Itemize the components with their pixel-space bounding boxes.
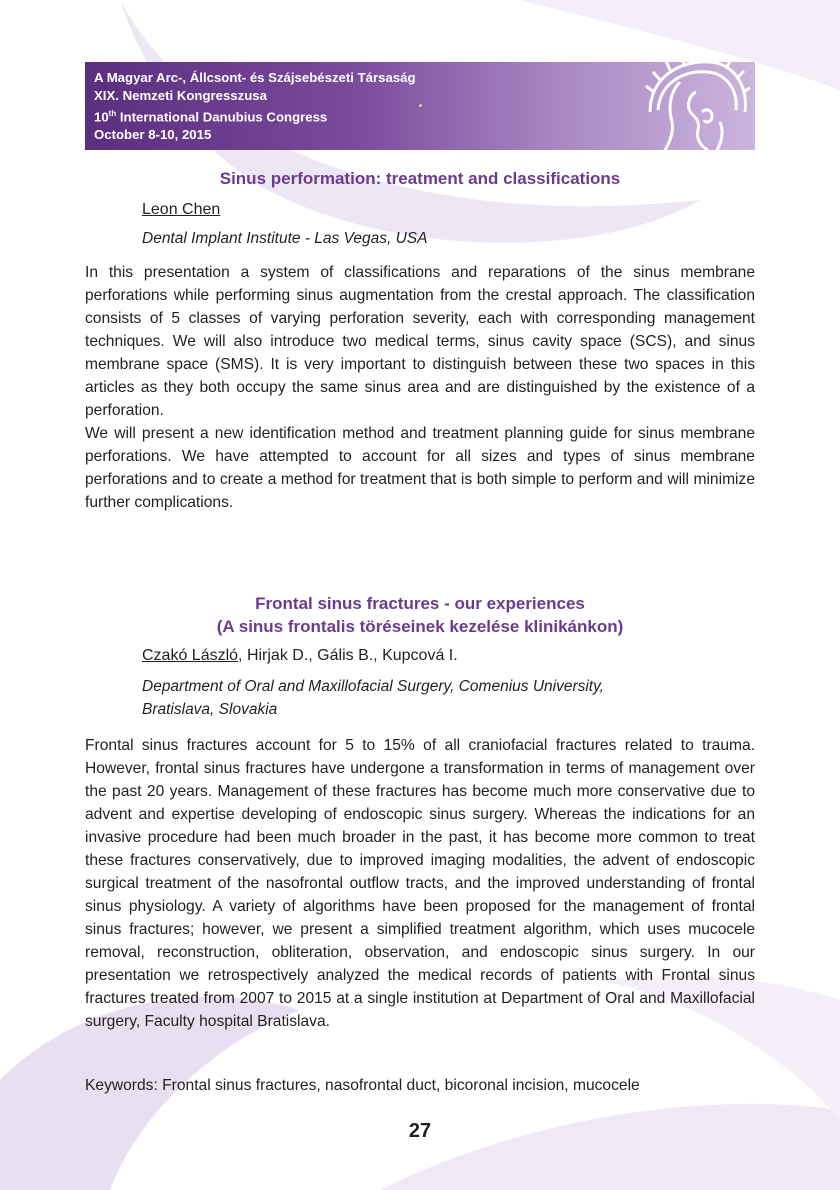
article2-keywords: Keywords: Frontal sinus fractures, nasofrontal duct, bicoronal incision, mucocele	[85, 1077, 640, 1094]
article2-title-line-2: (A sinus frontalis töréseinek kezelése klinikánkon)	[216, 617, 624, 636]
header-dot	[419, 104, 422, 107]
helmeted-head-logo-icon	[640, 52, 752, 164]
article1-title: Sinus performation: treatment and classifications	[219, 169, 621, 188]
article2-affiliation-line-2: Bratislava, Slovakia	[142, 700, 278, 718]
article2-title	[85, 592, 755, 638]
article2-paragraph: Frontal sinus fractures account for 5 to 15% of all craniofacial fractures related to trauma. However, frontal sinus fractures have undergone a transformation in terms of management over the past 20 years. Management of these fractures has become much more conservative due to advent and expertise developing of endoscopic sinus surgery. Whereas the indications for an invasive procedure had been much broader in the past, it has become more common to treat these fractures conservatively, due to improved imaging modalities, the advent of endoscopic surgical treatment of the nasofrontal outflow tracts, and the improved understanding of frontal sinus physiology. A variety of algorithms have been proposed for the management of frontal sinus fractures; however, we present a simplified treatment algorithm, which uses mucocele removal, reconstruction, obliteration, observation, and endoscopic sinus surgery. In our presentation we retrospectively analyzed the medical records of patients with Frontal sinus fractures treated from 2007 to 2015 at a single institution at Department of Oral and Maxillofacial surgery, Faculty hospital Bratislava.	[85, 737, 755, 1030]
article2-abstract	[85, 734, 755, 1033]
article1-paragraph-2: We will present a new identification method and treatment planning guide for sinus membrane perforations. We have attempted to account for all sizes and types of sinus membrane perforations and to create a method for treatment that is both simple to perform and will minimize further complications.	[85, 425, 755, 511]
article2-affiliation-line-1: Department of Oral and Maxillofacial Surgery, Comenius University,	[142, 678, 605, 695]
header-line-date: October 8-10, 2015	[94, 127, 212, 143]
article1-author	[142, 199, 220, 221]
header-line-international: 10th International Danubius Congress	[94, 109, 328, 125]
article1-paragraph-1: In this presentation a system of classifications and reparations of the sinus membrane perforations while performing sinus augmentation from the crestal approach. The classification consists of 5 classes of varying perforation severity, each with corresponding management techniques. We will also introduce two medical terms, sinus cavity space (SCS), and sinus membrane space (SMS). It is very important to distinguish between these two spaces in this articles as they both occupy the same sinus area and are distinguished by the existence of a perforation.	[85, 264, 755, 419]
article1-abstract	[85, 261, 755, 514]
article2-presenting-author: Czakó László	[142, 647, 239, 664]
article1-affiliation: Dental Implant Institute - Las Vegas, USA	[142, 230, 428, 247]
article2-affiliation	[142, 676, 702, 721]
article2-coauthors: , Hirjak D., Gális B., Kupcová I.	[238, 647, 458, 664]
article2-authors	[142, 645, 458, 667]
header-line-society: A Magyar Arc-, Állcsont- és Szájsebészeti Társaság	[94, 70, 416, 85]
congress-header-text	[94, 69, 416, 144]
article1-presenting-author: Leon Chen	[142, 201, 221, 218]
article2-title-line-1: Frontal sinus fractures - our experiences	[255, 594, 585, 613]
header-line-congress: XIX. Nemzeti Kongresszusa	[94, 88, 267, 103]
page-number: 27	[408, 1120, 432, 1142]
